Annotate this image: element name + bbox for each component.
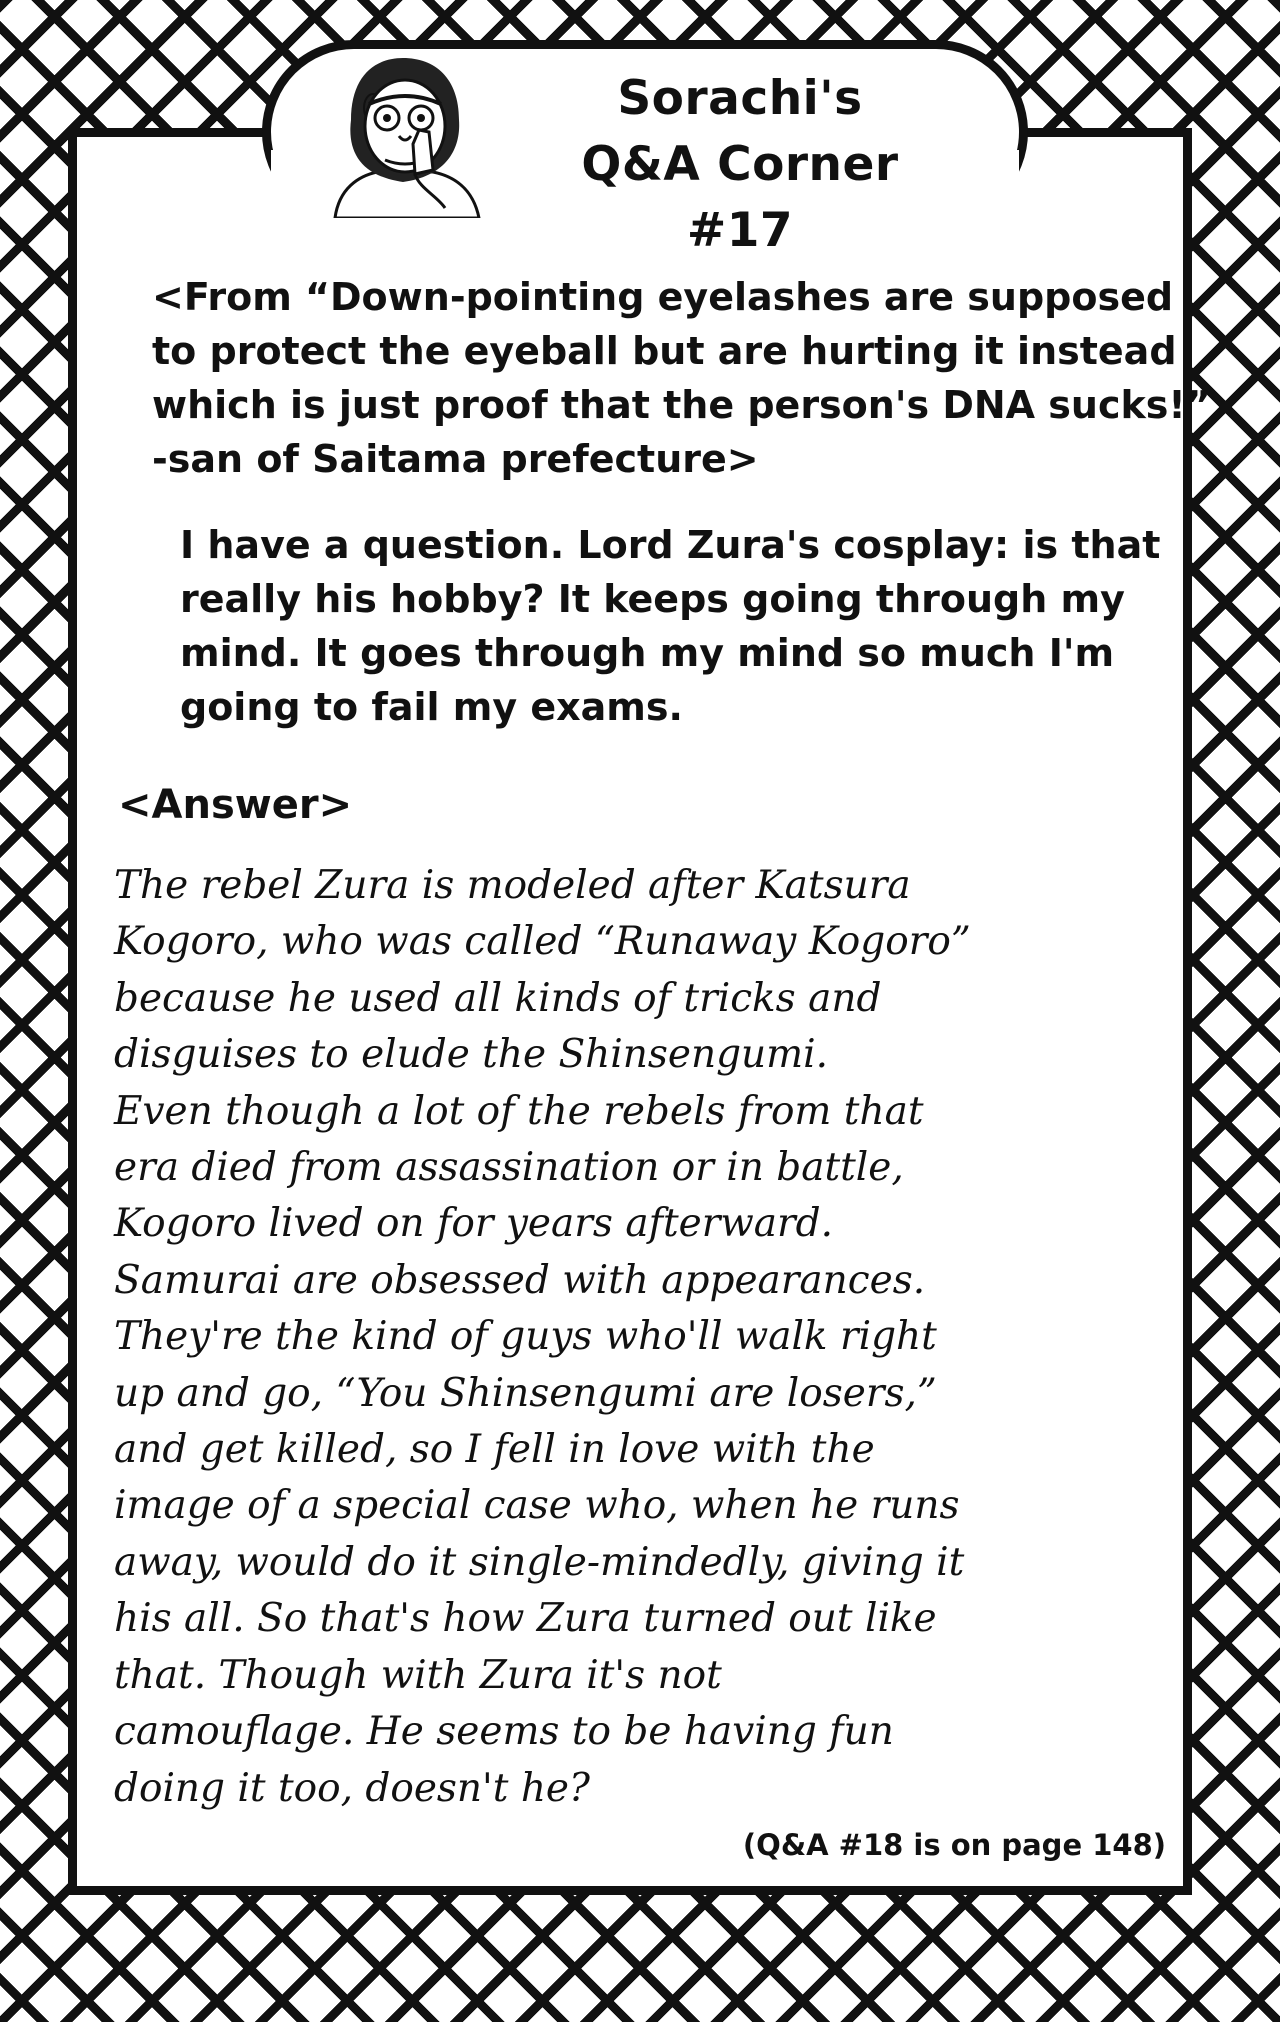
question-line: going to fail my exams. — [180, 685, 683, 729]
answer-line: away, would do it single-mindedly, giving it — [114, 1539, 965, 1585]
answer-line: his all. So that's how Zura turned out like — [114, 1596, 937, 1642]
next-qa-footnote: (Q&A #18 is on page 148) — [742, 1828, 1166, 1862]
question-sender — [152, 270, 1211, 486]
sorachi-gorilla-portrait-icon — [315, 48, 490, 218]
answer-line: Samurai are obsessed with appearances. — [114, 1257, 926, 1303]
answer-line: doing it too, doesn't he? — [114, 1765, 590, 1811]
sender-line: which is just proof that the person's DNA sucks!” — [152, 383, 1211, 427]
question-line: mind. It goes through my mind so much I'm — [180, 631, 1115, 675]
title-line-2: Q&A Corner #17 — [581, 137, 899, 258]
sender-line: to protect the eyeball but are hurting it instead — [152, 329, 1177, 373]
answer-line: up and go, “You Shinsengumi are losers,” — [114, 1370, 937, 1416]
answer-line: Kogoro, who was called “Runaway Kogoro” — [114, 919, 971, 965]
page-title — [520, 66, 960, 264]
answer-line: because he used all kinds of tricks and — [114, 975, 882, 1021]
answer-line: The rebel Zura is modeled after Katsura — [114, 863, 911, 908]
answer-label: <Answer> — [118, 782, 353, 828]
sender-line: <From “Down-pointing eyelashes are supposed — [152, 275, 1174, 319]
answer-line: image of a special case who, when he runs — [114, 1483, 960, 1529]
answer-line: era died from assassination or in battle, — [114, 1145, 904, 1191]
answer-line: camouflage. He seems to be having fun — [114, 1709, 894, 1755]
sender-line: -san of Saitama prefecture> — [152, 437, 759, 481]
answer-line: Even though a lot of the rebels from that — [114, 1088, 924, 1134]
answer-line: that. Though with Zura it's not — [114, 1652, 722, 1698]
answer-line: They're the kind of guys who'll walk right — [114, 1314, 937, 1360]
question-line: really his hobby? It keeps going through my — [180, 577, 1125, 621]
answer-body — [114, 858, 1184, 1817]
answer-line: and get killed, so I fell in love with the — [114, 1427, 875, 1473]
answer-line: disguises to elude the Shinsengumi. — [114, 1032, 829, 1078]
title-line-1: Sorachi's — [617, 71, 863, 126]
question-line: I have a question. Lord Zura's cosplay: is that — [180, 523, 1161, 567]
answer-line: Kogoro lived on for years afterward. — [114, 1201, 834, 1247]
question-body — [180, 518, 1160, 734]
